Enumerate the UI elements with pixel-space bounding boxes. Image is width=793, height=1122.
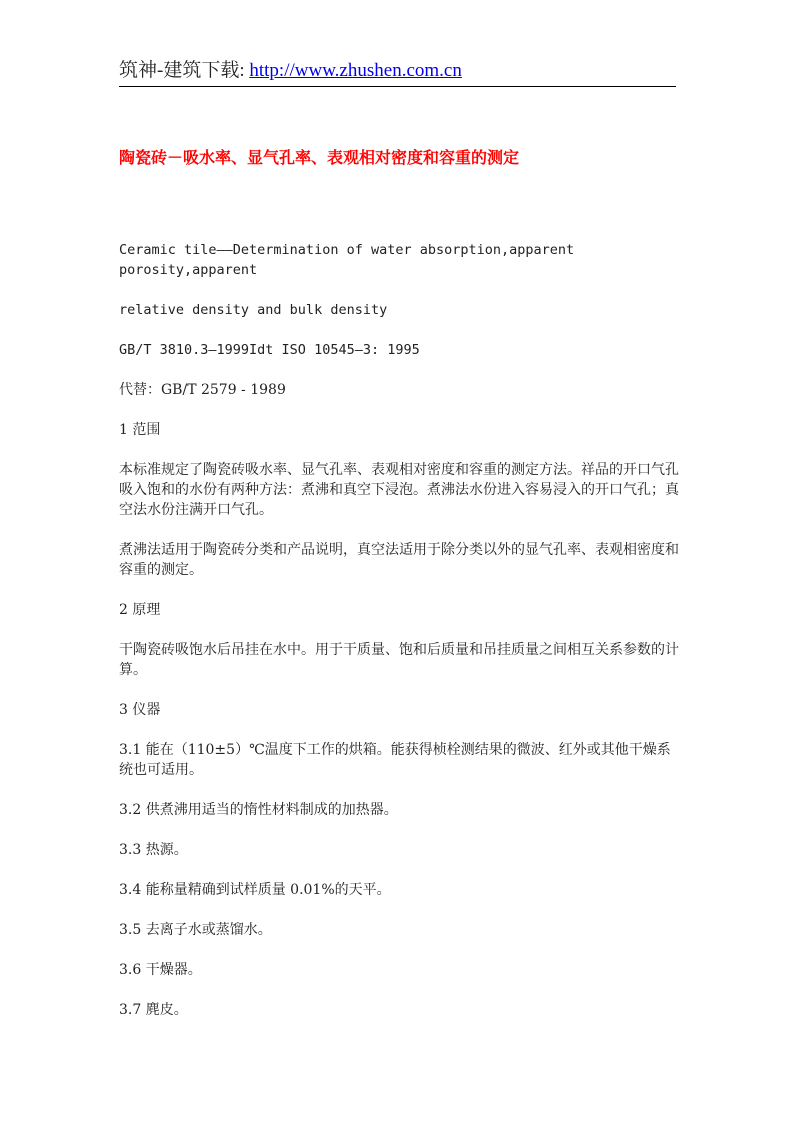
apparatus-item-3-6: 3.6 干燥器。 xyxy=(119,962,202,978)
replaces-standard: 代替：GB/T 2579 - 1989 xyxy=(119,382,286,398)
scope-paragraph-1: 本标准规定了陶瓷砖吸水率、显气孔率、表观相对密度和容重的测定方法。祥品的开口气孔吸入饱和的水份有两种方法：煮沸和真空下浸泡。煮沸法水份进入容易浸入的开口气孔；真空法水份注满开口气孔。 xyxy=(119,462,679,518)
english-title-line-1: Ceramic tile——Determination of water absorption,apparent porosity,apparent xyxy=(119,242,575,278)
standard-number: GB/T 3810.3—1999Idt ISO 10545—3: 1995 xyxy=(119,342,420,358)
scope-paragraph-2: 煮沸法适用于陶瓷砖分类和产品说明，真空法适用于除分类以外的显气孔率、表观相密度和容重的测定。 xyxy=(119,542,679,578)
site-url-link[interactable]: http://www.zhushen.com.cn xyxy=(249,60,462,81)
apparatus-item-3-1: 3.1 能在（110±5）℃温度下工作的烘箱。能获得桢栓测结果的微波、红外或其他干燥系统也可适用。 xyxy=(119,742,671,778)
site-name: 筑神-建筑下载: xyxy=(119,60,250,81)
apparatus-item-3-7: 3.7 麂皮。 xyxy=(119,1002,188,1018)
section-heading-principle: 2 原理 xyxy=(119,602,161,618)
document-title: 陶瓷砖－吸水率、显气孔率、表观相对密度和容重的测定 xyxy=(119,148,520,167)
apparatus-item-3-5: 3.5 去离子水或蒸馏水。 xyxy=(119,922,272,938)
english-title-line-2: relative density and bulk density xyxy=(119,302,388,318)
apparatus-item-3-2: 3.2 供煮沸用适当的惰性材料制成的加热器。 xyxy=(119,802,398,818)
apparatus-item-3-3: 3.3 热源。 xyxy=(119,842,188,858)
apparatus-item-3-4: 3.4 能称量精确到试样质量 0.01%的天平。 xyxy=(119,882,391,898)
page-header xyxy=(119,58,676,87)
document-body xyxy=(119,240,679,1040)
section-heading-apparatus: 3 仪器 xyxy=(119,702,161,718)
section-heading-scope: 1 范围 xyxy=(119,422,161,438)
principle-paragraph: 干陶瓷砖吸饱水后吊挂在水中。用于干质量、饱和后质量和吊挂质量之间相互关系参数的计算。 xyxy=(119,642,679,678)
